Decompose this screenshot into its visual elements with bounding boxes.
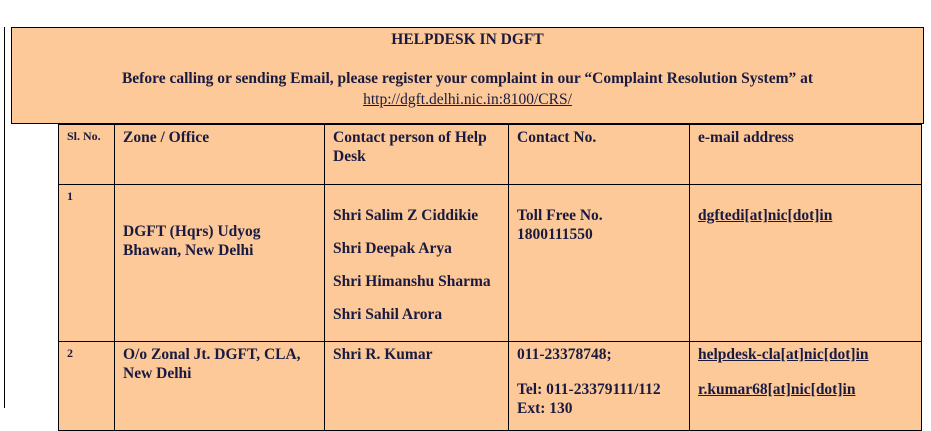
row-office [115, 185, 325, 342]
column-header-zone-office: Zone / Office [115, 125, 325, 185]
office-name: O/o Zonal Jt. DGFT, CLA, New Delhi [123, 346, 301, 382]
person-name: Shri Deepak Arya [333, 240, 452, 257]
crs-link-wrapper [12, 91, 923, 109]
row-contact-persons [325, 185, 509, 342]
row-sl-no: 2 [59, 342, 115, 431]
email-link[interactable]: dgftedi[at]nic[dot]in [698, 207, 833, 224]
crs-link[interactable]: http://dgft.delhi.nic.in:8100/CRS/ [363, 91, 572, 108]
person-name: Shri Himanshu Sharma [333, 273, 491, 290]
column-header-sl-no: Sl. No. [59, 125, 115, 185]
person-name: Shri R. Kumar [333, 346, 433, 363]
table-header-row [59, 125, 922, 185]
person-name: Shri Salim Z Ciddikie [333, 207, 479, 224]
table-row [59, 342, 922, 431]
left-margin-rule [4, 27, 5, 408]
complaint-notice: Before calling or sending Email, please register your complaint in our “Complaint Resolution System” at [121, 70, 814, 87]
page-title: HELPDESK IN DGFT [391, 31, 544, 48]
column-header-contact-no: Contact No. [509, 125, 690, 185]
column-header-contact-person: Contact person of Help Desk [325, 125, 509, 185]
row-contact-no [509, 185, 690, 342]
table-row [59, 185, 922, 342]
helpdesk-header [11, 27, 924, 124]
contact-number: Toll Free No. 1800111550 [517, 207, 603, 243]
row-contact-no [509, 342, 690, 431]
row-office [115, 342, 325, 431]
email-link[interactable]: helpdesk-cla[at]nic[dot]in [698, 346, 869, 363]
office-name: DGFT (Hqrs) Udyog Bhawan, New Delhi [123, 223, 261, 259]
row-contact-persons [325, 342, 509, 431]
contact-number: 011-23378748; [517, 346, 612, 363]
row-sl-no: 1 [59, 185, 115, 342]
row-emails [690, 342, 922, 431]
email-link[interactable]: r.kumar68[at]nic[dot]in [698, 381, 856, 398]
person-name: Shri Sahil Arora [333, 306, 443, 323]
row-emails [690, 185, 922, 342]
contact-number: Tel: 011-23379111/112 Ext: 130 [517, 381, 661, 417]
helpdesk-table [58, 124, 922, 431]
column-header-email: e-mail address [690, 125, 922, 185]
